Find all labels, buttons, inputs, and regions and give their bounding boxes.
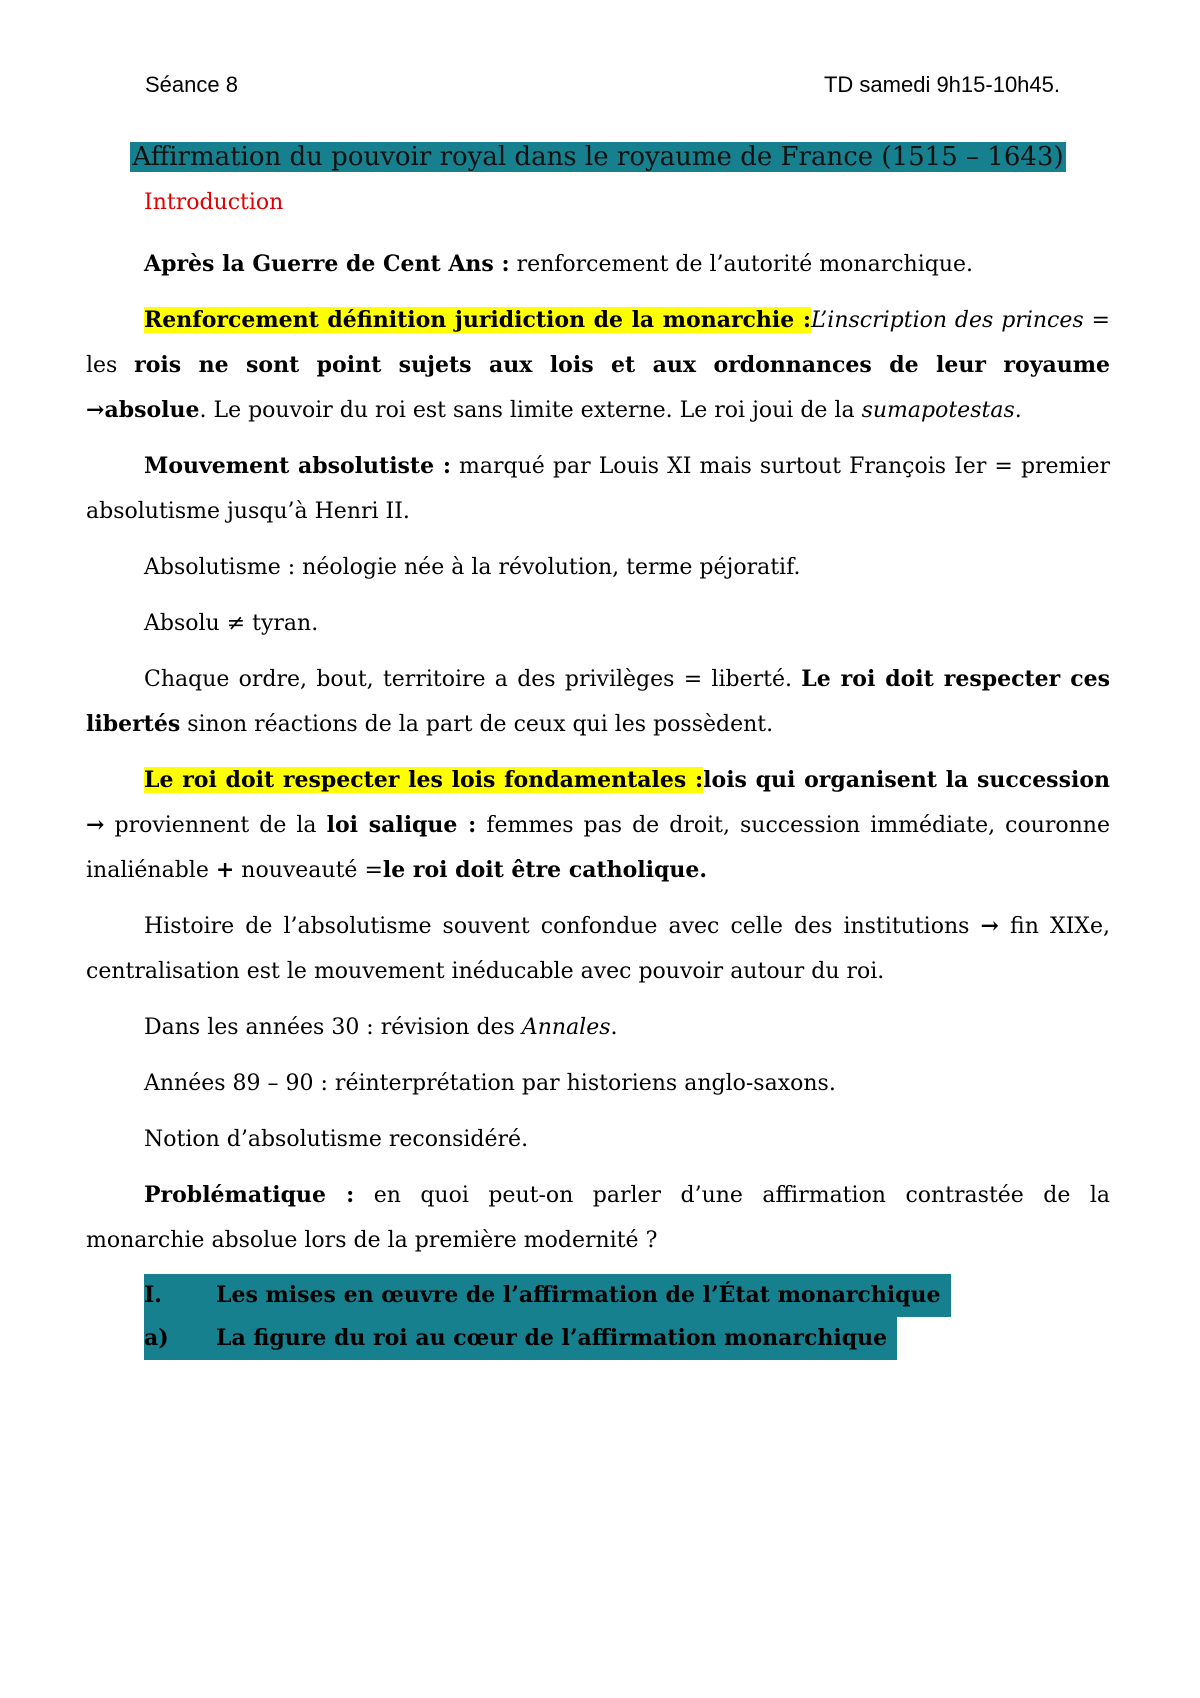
bold-text: rois ne sont point sujets aux lois et aux ordonnances de leur royaume (134, 352, 1110, 378)
document-title (86, 140, 1110, 174)
highlighted-bold-text: Renforcement définition juridiction de la monarchie : (144, 307, 811, 333)
header-schedule: TD samedi 9h15-10h45. (823, 72, 1060, 97)
heading-subpart-a (144, 1317, 1110, 1360)
text: renforcement de l’autorité monarchique. (509, 252, 974, 277)
paragraph-renforcement (86, 298, 1110, 433)
bold-text: le roi doit être catholique. (382, 857, 708, 883)
paragraph-absolutisme: Absolutisme : néologie née à la révolution, terme péjoratif. (144, 555, 801, 580)
heading-number: a) (144, 1325, 169, 1351)
text: . (1014, 398, 1022, 423)
text: fin XIXe, centralisation est le mouvement inéducable avec pouvoir autour du roi. (86, 914, 1110, 984)
bold-text: Le roi doit respecter ces libertés (86, 666, 1110, 737)
paragraph-privileges (86, 657, 1110, 747)
text: sinon réactions de la part de ceux qui les possèdent. (180, 712, 774, 737)
bold-text: lois qui organisent la succession (703, 767, 1110, 793)
section-introduction-label: Introduction (144, 190, 284, 215)
paragraph-absolu-tyran: Absolu ≠ tyran. (144, 611, 319, 636)
header-session: Séance 8 (145, 72, 238, 97)
bold-text: + (215, 857, 235, 883)
text: nouveauté = (234, 858, 383, 883)
paragraph-problematique (86, 1173, 1110, 1263)
title-text: Affirmation du pouvoir royal dans le royaume de France (1515 – 1643) (132, 142, 1064, 172)
text: en quoi peut-on parler d’une affirmation contrastée de la monarchie absolue lors de la première modernité ? (86, 1183, 1110, 1253)
heading-text: Les mises en œuvre de l’affirmation de l’État monarchique (216, 1282, 941, 1308)
paragraph-lois-fondamentales (86, 758, 1110, 893)
text: Dans les années 30 : révision des (144, 1015, 522, 1040)
paragraph-histoire-absolutisme (86, 904, 1110, 994)
paragraph-annees-30 (86, 1005, 1110, 1050)
bold-text: Problématique : (144, 1182, 355, 1208)
italic-text: sumapotestas (861, 398, 1015, 423)
heading-part-1 (144, 1274, 1110, 1317)
document-body (86, 140, 1110, 1360)
heading-number: I. (144, 1282, 162, 1308)
text: Histoire de l’absolutisme souvent confondue avec celle des institutions (144, 914, 981, 939)
paragraph-mouvement-absolutiste (86, 444, 1110, 534)
italic-text: L’inscription des princes (810, 308, 1084, 333)
paragraph-guerre-cent-ans (86, 242, 1110, 287)
bold-text: Après la Guerre de Cent Ans : (144, 251, 510, 277)
heading-text: La figure du roi au cœur de l’affirmation monarchique (216, 1325, 888, 1351)
bold-text: loi salique : (326, 812, 477, 838)
text: marqué par Louis XI mais surtout François Ier = premier absolutisme jusqu’à Henri II. (86, 454, 1110, 524)
text: . (610, 1015, 618, 1040)
text: = les (86, 308, 1110, 378)
italic-text: Annales (521, 1015, 611, 1040)
bold-text: Mouvement absolutiste : (144, 453, 451, 479)
bold-text: absolue (104, 397, 200, 423)
text: femmes pas de droit, succession immédiate, couronne inaliénable (86, 813, 1110, 883)
paragraph-annees-89-90: Années 89 – 90 : réinterprétation par historiens anglo-saxons. (144, 1071, 836, 1096)
arrow-symbol: → (86, 397, 105, 423)
arrow-symbol: → (980, 913, 999, 939)
text: Chaque ordre, bout, territoire a des privilèges = liberté. (144, 667, 802, 692)
highlighted-bold-text: Le roi doit respecter les lois fondamentales : (144, 767, 704, 793)
heading-highlight (144, 1317, 897, 1360)
paragraph-notion: Notion d’absolutisme reconsidéré. (144, 1127, 529, 1152)
text: . Le pouvoir du roi est sans limite externe. Le roi joui de la (199, 398, 862, 423)
arrow-symbol: → (86, 812, 105, 838)
text: proviennent de la (104, 813, 327, 838)
heading-highlight (144, 1274, 951, 1317)
